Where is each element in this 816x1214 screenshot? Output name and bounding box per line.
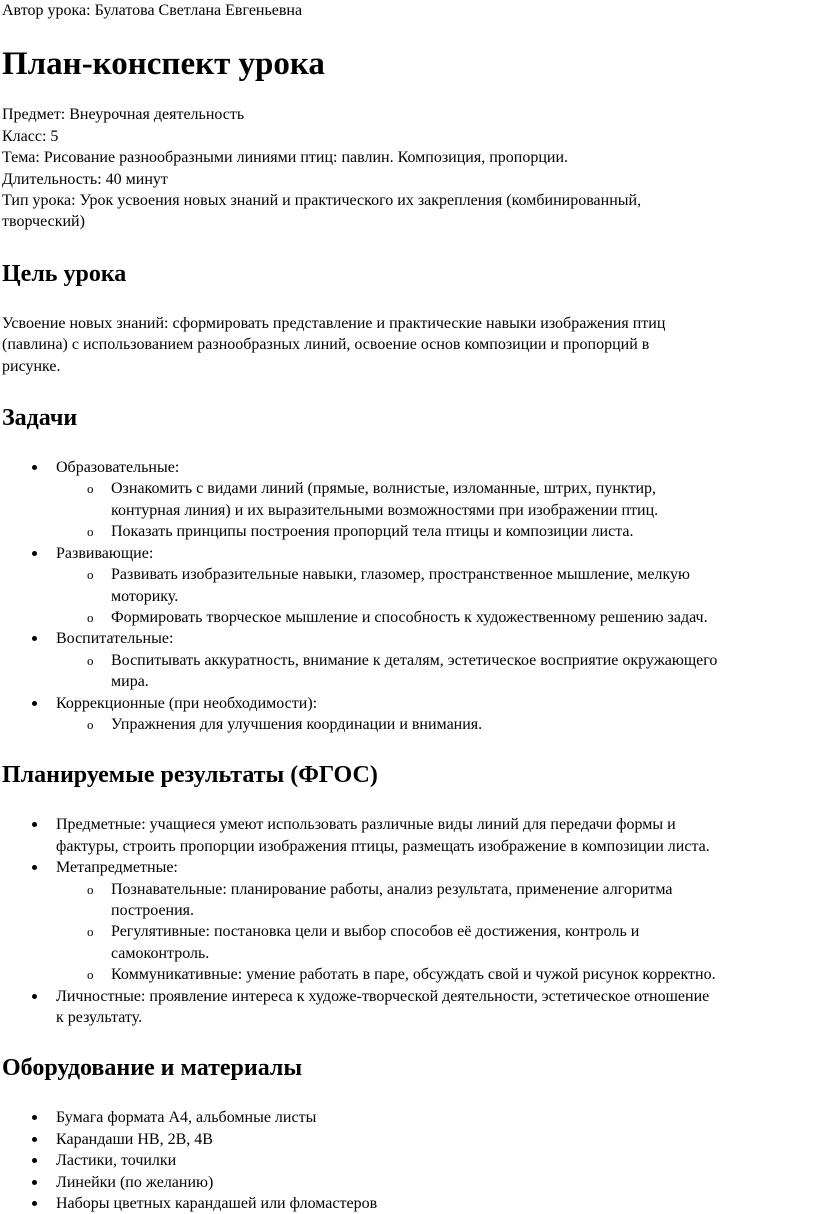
list-item-text: o Упражнения для улучшения координации и внимания. — [111, 715, 483, 733]
list-item-text: самоконтроль. — [111, 944, 210, 962]
list-item-text: o Воспитывать аккуратность, внимание к деталям, эстетическое восприятие окружающего — [111, 651, 718, 669]
list-item — [2, 628, 816, 692]
author-line: Автор урока: Булатова Светлана Евгеньевна — [2, 2, 303, 19]
list-item-text: к результату. — [56, 1009, 143, 1026]
task-group-label: Коррекционные (при необходимости): — [56, 694, 318, 712]
list-item-text: построения. — [111, 901, 195, 919]
info-type — [2, 190, 816, 233]
goal-line: Усвоение новых знаний: сформировать представление и практические навыки изображения птиц — [2, 314, 666, 332]
list-item — [56, 521, 816, 542]
info-duration: Длительность: 40 минут — [2, 170, 168, 188]
list-item — [56, 650, 816, 693]
list-item — [56, 879, 816, 922]
info-topic: Тема: Рисование разнообразными линиями птиц: павлин. Композиция, пропорции. — [2, 149, 569, 167]
list-item — [56, 714, 816, 735]
list-item — [56, 964, 816, 985]
list-item: Линейки (по желанию) — [2, 1172, 816, 1193]
info-grade: Класс: 5 — [2, 127, 59, 145]
equipment-heading: Оборудование и материалы — [2, 1055, 303, 1082]
list-item-text: Предметные: учащиеся умеют использовать различные виды линий для передачи формы и — [56, 816, 676, 834]
list-item — [2, 986, 816, 1029]
list-item-text: o Формировать творческое мышление и способность к художественному решению задач. — [111, 608, 708, 626]
list-item: Карандаши HB, 2B, 4B — [2, 1129, 816, 1150]
results-meta-label: Метапредметные: — [56, 859, 178, 877]
list-item: Бумага формата А4, альбомные листы — [2, 1107, 816, 1128]
list-item-text: o Познавательные: планирование работы, анализ результата, применение алгоритма — [111, 880, 673, 898]
list-item-text: o Развивать изобразительные навыки, глазомер, пространственное мышление, мелкую — [111, 566, 690, 584]
list-item-text: мира. — [111, 673, 149, 691]
sub-list — [56, 714, 816, 735]
task-group-label: Образовательные: — [56, 459, 180, 477]
list-item — [2, 543, 816, 629]
list-item — [56, 607, 816, 628]
task-group-label: Воспитательные: — [56, 630, 174, 648]
goal-heading: Цель урока — [2, 260, 127, 287]
list-item-text: Личностные: проявление интереса к художе-творческой деятельности, эстетическое отношение — [56, 987, 710, 1005]
list-item: Ластики, точилки — [2, 1150, 816, 1171]
list-item-text: контурная линия) и их выразительными возможностями при изображении птиц. — [111, 501, 659, 519]
list-item — [56, 478, 816, 521]
list-item-text: фактуры, строить пропорции изображения птицы, размещать изображение в композиции листа. — [56, 837, 710, 855]
tasks-heading: Задачи — [2, 405, 78, 432]
list-item-text: o Показать принципы построения пропорций тела птицы и композиции листа. — [111, 523, 634, 541]
goal-line: (павлина) с использованием разнообразных линий, освоение основ композиции и пропорций в — [2, 336, 650, 354]
info-type-line: Тип урока: Урок усвоения новых знаний и практического их закрепления (комбинированный, — [2, 192, 642, 210]
list-item — [56, 921, 816, 964]
task-group-label: Развивающие: — [56, 544, 154, 562]
sub-list — [56, 879, 816, 986]
list-item-text: o Коммуникативные: умение работать в паре, обсуждать свой и чужой рисунок корректно. — [111, 966, 716, 984]
sub-list — [56, 478, 816, 542]
list-item-text: o Регулятивные: постановка цели и выбор способов её достижения, контроль и — [111, 923, 640, 941]
list-item-text: моторику. — [111, 587, 179, 605]
list-item — [2, 814, 816, 857]
info-subject: Предмет: Внеурочная деятельность — [2, 106, 245, 124]
sub-list — [56, 650, 816, 693]
list-item — [56, 564, 816, 607]
list-item-text: o Ознакомить с видами линий (прямые, волнистые, изломанные, штрих, пунктир, — [111, 480, 657, 498]
goal-text — [2, 313, 816, 377]
list-item — [2, 857, 816, 985]
tasks-list — [2, 457, 816, 735]
lesson-info — [2, 104, 816, 232]
goal-line: рисунке. — [2, 357, 61, 375]
info-type-line: творческий) — [2, 213, 85, 231]
sub-list — [56, 564, 816, 628]
equipment-list — [2, 1107, 816, 1214]
page-title: План-конспект урока — [2, 46, 325, 83]
list-item: Наборы цветных карандашей или фломастеров — [2, 1193, 816, 1214]
results-heading: Планируемые результаты (ФГОС) — [2, 762, 378, 789]
list-item — [2, 693, 816, 736]
results-list — [2, 814, 816, 1028]
list-item — [2, 457, 816, 543]
